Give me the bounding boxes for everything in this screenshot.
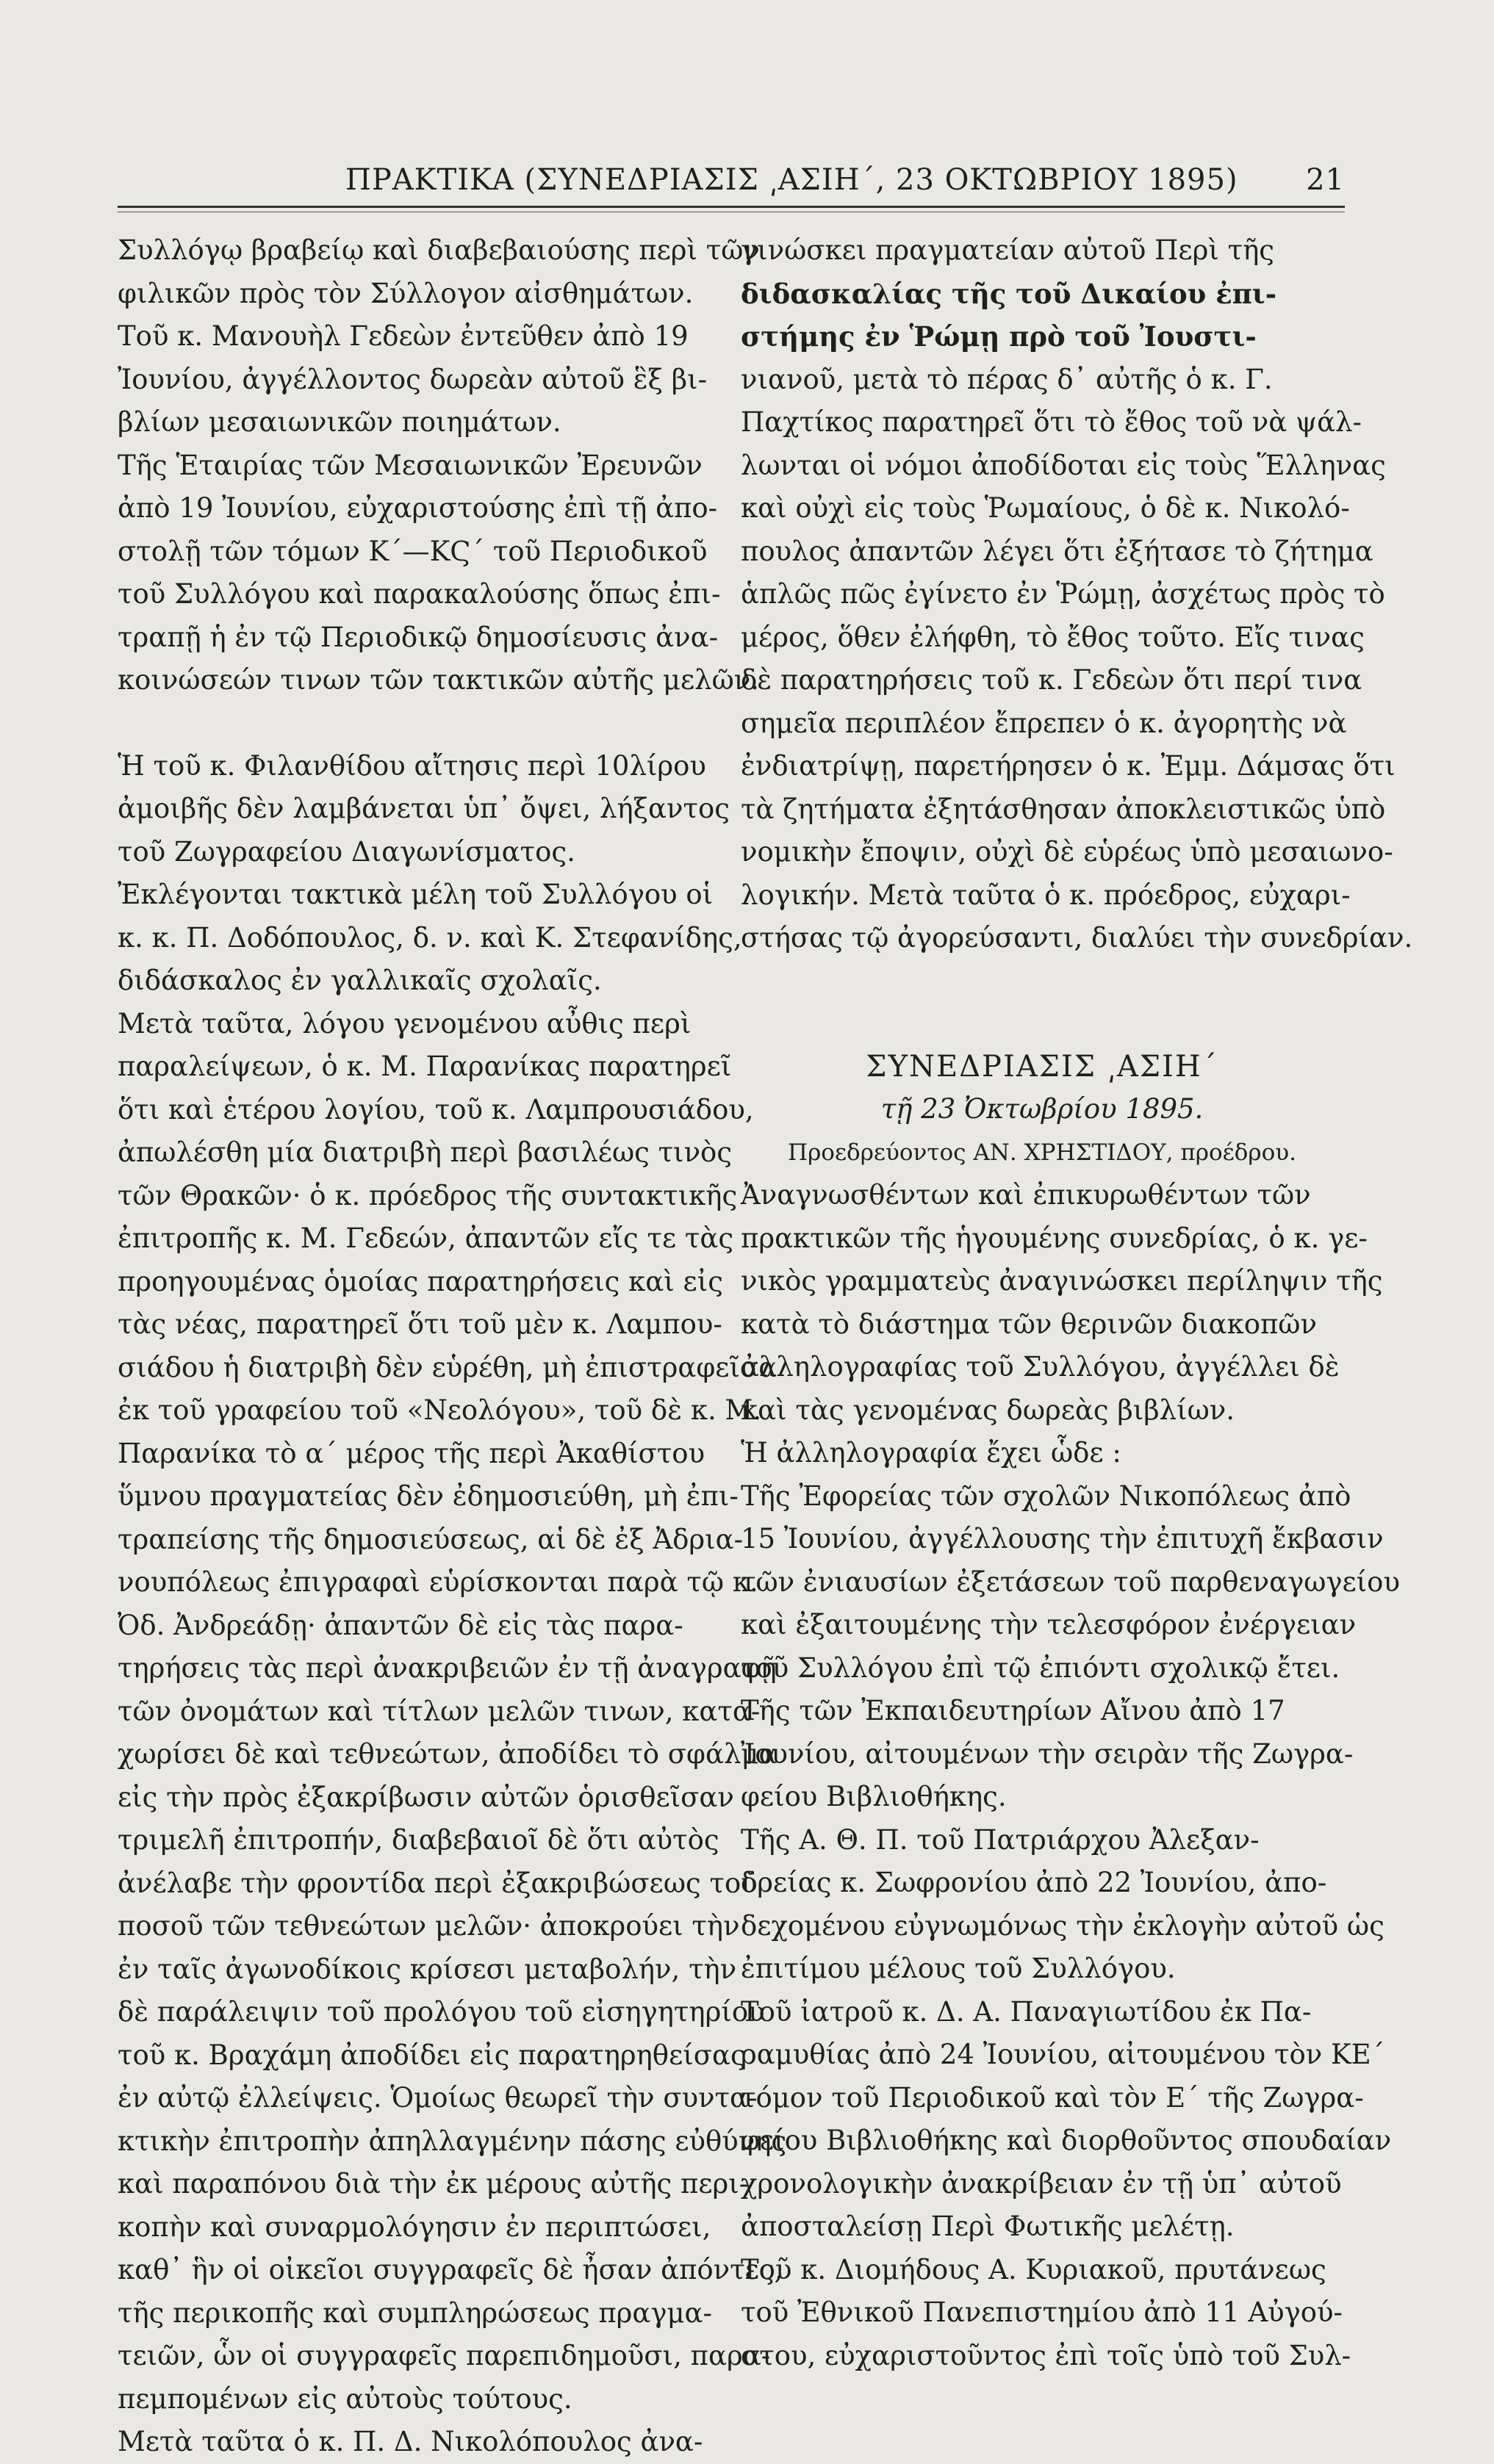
text-line: Ἀναγνωσθέντων καὶ ἐπικυρωθέντων τῶν	[741, 1179, 1311, 1211]
lecture-title-line: διδασκαλίας τῆς τοῦ Δικαίου ἐπι-	[741, 277, 1277, 310]
text-line: Παρανίκα τὸ α΄ μέρος τῆς περὶ Ἀκαθίστου	[118, 1437, 705, 1469]
text-line: νουπόλεως ἐπιγραφαὶ εὑρίσκονται παρὰ τῷ κ.	[118, 1566, 758, 1598]
text-line: ἀποσταλείσῃ Περὶ Φωτικῆς μελέτῃ.	[741, 2211, 1235, 2242]
text-line: τραπείσης τῆς δημοσιεύσεως, αἱ δὲ ἐξ Ἀδρια-	[118, 1523, 744, 1555]
text-line: τειῶν, ὧν οἱ συγγραφεῖς παρεπιδημοῦσι, παρα-	[118, 2340, 771, 2371]
text-line: δεχομένου εὐγνωμόνως τὴν ἐκλογὴν αὐτοῦ ὡς	[741, 1909, 1385, 1942]
text-line: προηγουμένας ὁμοίας παρατηρήσεις καὶ εἰς	[118, 1265, 723, 1297]
text-line: στολῇ τῶν τόμων Κ΄—ΚϚ΄ τοῦ Περιοδικοῦ	[118, 535, 708, 567]
text-line: ἀμοιβῆς δὲν λαμβάνεται ὑπ᾿ ὄψει, λήξαντος	[118, 793, 730, 824]
text-line: στου, εὐχαριστοῦντος ἐπὶ τοῖς ὑπὸ τοῦ Συλ-	[741, 2339, 1351, 2371]
text-line: Μετὰ ταῦτα, λόγου γενομένου αὖθις περὶ	[118, 1007, 692, 1040]
text-line: κοινώσεών τινων τῶν τακτικῶν αὐτῆς μελῶν.	[118, 664, 760, 696]
text-line: τῆς περικοπῆς καὶ συμπληρώσεως πραγμα-	[118, 2297, 713, 2329]
text-line: κτικὴν ἐπιτροπὴν ἀπηλλαγμένην πάσης εὐθύνης	[118, 2125, 787, 2157]
text-line: δρείας κ. Σωφρονίου ἀπὸ 22 Ἰουνίου, ἀπο-	[741, 1867, 1327, 1898]
header-rule-thick	[118, 206, 1345, 208]
text-line: δὲ παράλειψιν τοῦ προλόγου τοῦ εἰσηγητηρίου	[118, 1996, 765, 2028]
text-line: καὶ οὐχὶ εἰς τοὺς Ῥωμαίους, ὁ δὲ κ. Νικολό-	[741, 492, 1350, 524]
text-line: τῶν ὀνομάτων καὶ τίτλων μελῶν τινων, κατα-	[118, 1695, 761, 1727]
presiding-line: Προεδρεύοντος ΑΝ. ΧΡΗΣΤΙΔΟΥ, προέδρου.	[788, 1139, 1296, 1166]
text-line: πρακτικῶν τῆς ἡγουμένης συνεδρίας, ὁ κ. γε-	[741, 1222, 1368, 1254]
text-line: ἁπλῶς πῶς ἐγίνετο ἐν Ῥώμῃ, ἀσχέτως πρὸς τὸ	[741, 578, 1385, 610]
left-column	[118, 229, 787, 2464]
text-line: σιάδου ἡ διατριβὴ δὲν εὑρέθη, μὴ ἐπιστραφεῖσα	[118, 1351, 777, 1383]
text-line: ἐνδιατρίψῃ, παρετήρησεν ὁ κ. Ἐμμ. Δάμσας ὅτι	[741, 750, 1396, 782]
text-line: στήσας τῷ ἀγορεύσαντι, διαλύει τὴν συνεδρίαν.	[741, 922, 1413, 954]
text-line: ἀπὸ 19 Ἰουνίου, εὐχαριστούσης ἐπὶ τῇ ἀπο-	[118, 492, 718, 524]
text-line: βλίων μεσαιωνικῶν ποιημάτων.	[118, 406, 561, 438]
text-line: Ἡ τοῦ κ. Φιλανθίδου αἴτησις περὶ 10λίρου	[118, 749, 706, 782]
paragraph-gap	[118, 702, 720, 745]
text-line: καὶ ἐξαιτουμένης τὴν τελεσφόρον ἐνέργειαν	[741, 1609, 1357, 1640]
text-line: εἰς τὴν πρὸς ἐξακρίβωσιν αὐτῶν ὁρισθεῖσαν	[118, 1781, 734, 1813]
text-line: ἐκ τοῦ γραφείου τοῦ «Νεολόγου», τοῦ δὲ κ. Μ.	[118, 1394, 762, 1426]
text-line: ἐν ταῖς ἀγωνοδίκοις κρίσεσι μεταβολήν, τὴν	[118, 1953, 737, 1985]
text-line: τοῦ κ. Βραχάμη ἀποδίδει εἰς παρατηρηθείσας	[118, 2039, 746, 2071]
text-line: φιλικῶν πρὸς τὸν Σύλλογον αἰσθημάτων.	[118, 277, 694, 309]
right-column	[741, 229, 1413, 2377]
text-line: πουλος ἀπαντῶν λέγει ὅτι ἐξήτασε τὸ ζήτημα	[741, 535, 1373, 567]
text-line: καθ᾿ ἣν οἱ οἰκεῖοι συγγραφεῖς δὲ ἦσαν ἀπόντες,	[118, 2254, 783, 2285]
text-line: Συλλόγῳ βραβείῳ καὶ διαβεβαιούσης περὶ τῶν	[118, 234, 760, 266]
text-line: Τῆς Α. Θ. Π. τοῦ Πατριάρχου Ἀλεξαν-	[741, 1823, 1260, 1856]
text-line: τοῦ Συλλόγου καὶ παρακαλούσης ὅπως ἐπι-	[118, 578, 721, 610]
text-line: κατὰ τὸ διάστημα τῶν θερινῶν διακοπῶν	[741, 1308, 1317, 1340]
text-line: Τῆς Ἐφορείας τῶν σχολῶν Νικοπόλεως ἀπὸ	[741, 1480, 1351, 1512]
text-line: Ἰουνίου, αἰτουμένων τὴν σειρὰν τῆς Ζωγρα-	[741, 1737, 1354, 1770]
text-line: φείου Βιβλιοθήκης.	[741, 1781, 1007, 1812]
text-line: ραμυθίας ἀπὸ 24 Ἰουνίου, αἰτουμένου τὸν ΚΕ΄	[741, 2039, 1385, 2070]
text-line: τραπῇ ἡ ἐν τῷ Περιοδικῷ δημοσίευσις ἀνα-	[118, 621, 719, 653]
running-header	[118, 157, 1345, 201]
text-line: τῶν Θρακῶν· ὁ κ. πρόεδρος τῆς συντακτικῆς	[118, 1179, 738, 1211]
text-line: τριμελῆ ἐπιτροπήν, διαβεβαιοῖ δὲ ὅτι αὐτὸς	[118, 1824, 719, 1856]
section-gap	[741, 1003, 1343, 1045]
text-line: ἐπιτροπῆς κ. Μ. Γεδεών, ἀπαντῶν εἴς τε τὰς	[118, 1222, 734, 1254]
text-line: νομικὴν ἔποψιν, οὐχὶ δὲ εὑρέως ὑπὸ μεσαιωνο-	[741, 836, 1393, 868]
text-line: ὕμνου πραγματείας δὲν ἐδημοσιεύθη, μὴ ἐπι-	[118, 1480, 739, 1512]
text-line: χρονολογικὴν ἀνακρίβειαν ἐν τῇ ὑπ᾿ αὐτοῦ	[741, 2167, 1342, 2200]
text-line: ἀλληλογραφίας τοῦ Συλλόγου, ἀγγέλλει δὲ	[741, 1351, 1340, 1383]
text-line: σημεῖα περιπλέον ἔπρεπεν ὁ κ. ἀγορητὴς νὰ	[741, 707, 1347, 739]
text-line: Ἐκλέγονται τακτικὰ μέλη τοῦ Συλλόγου οἱ	[118, 879, 714, 910]
text-line: κοπὴν καὶ συναρμολόγησιν ἐν περιπτώσει,	[118, 2211, 711, 2243]
header-title: ΠΡΑΚΤΙΚΑ (ΣΥΝΕΔΡΙΑΣΙΣ ͵ΑΣΙΗ΄, 23 ΟΚΤΩΒΡΙΟΥ 1895)	[345, 163, 1238, 197]
text-line: Τῆς Ἑταιρίας τῶν Μεσαιωνικῶν Ἐρευνῶν	[118, 449, 703, 481]
text-line: 15 Ἰουνίου, ἀγγέλλουσης τὴν ἐπιτυχῆ ἔκβασιν	[741, 1523, 1384, 1555]
text-line: Παχτίκος παρατηρεῖ ὅτι τὸ ἔθος τοῦ νὰ ψάλ-	[741, 406, 1362, 438]
text-line: τοῦ Ἐθνικοῦ Πανεπιστημίου ἀπὸ 11 Αὐγού-	[741, 2297, 1343, 2328]
text-line: τῶν ἐνιαυσίων ἐξετάσεων τοῦ παρθεναγωγείου	[741, 1566, 1400, 1598]
text-line: ποσοῦ τῶν τεθνεώτων μελῶν· ἀποκρούει τὴν	[118, 1910, 740, 1942]
text-line: νικὸς γραμματεὺς ἀναγινώσκει περίληψιν τῆς	[741, 1265, 1383, 1297]
correspondence-heading: Ἡ ἀλληλογραφία ἔχει ὧδε :	[741, 1437, 1121, 1469]
text-line: Τοῦ ἰατροῦ κ. Δ. Α. Παναγιωτίδου ἐκ Πα-	[741, 1995, 1312, 2028]
text-line: ἐν αὐτῷ ἐλλείψεις. Ὁμοίως θεωρεῖ τὴν συντα-	[118, 2082, 758, 2114]
text-line: Τοῦ κ. Μανουὴλ Γεδεὼν ἐντεῦθεν ἀπὸ 19	[118, 320, 689, 352]
text-line: καὶ τὰς γενομένας δωρεὰς βιβλίων.	[741, 1394, 1235, 1426]
text-line: ἀπωλέσθη μία διατριβὴ περὶ βασιλέως τινὸς	[118, 1136, 733, 1168]
text-line: μέρος, ὅθεν ἐλήφθη, τὸ ἔθος τοῦτο. Εἴς τινας	[741, 621, 1365, 653]
text-line: τὰ ζητήματα ἐξητάσθησαν ἀποκλειστικῶς ὑπὸ	[741, 793, 1386, 825]
section-heading: ΣΥΝΕΔΡΙΑΣΙΣ ͵ΑΣΙΗ΄	[866, 1049, 1218, 1084]
text-line: πεμπομένων εἰς αὐτοὺς τούτους.	[118, 2382, 572, 2415]
text-line: διδάσκαλος ἐν γαλλικαῖς σχολαῖς.	[118, 965, 602, 996]
text-line: τηρήσεις τὰς περὶ ἀνακριβειῶν ἐν τῇ ἀναγραφῇ	[118, 1652, 777, 1684]
section-gap	[741, 960, 1343, 1003]
text-line: Τοῦ κ. Διομήδους Α. Κυριακοῦ, πρυτάνεως	[741, 2253, 1326, 2285]
text-line: Μετὰ ταῦτα ὁ κ. Π. Δ. Νικολόπουλος ἀνα-	[118, 2426, 703, 2457]
text-line: τοῦ Ζωγραφείου Διαγωνίσματος.	[118, 835, 575, 868]
text-line: τοῦ Συλλόγου ἐπὶ τῷ ἐπιόντι σχολικῷ ἔτει.	[741, 1651, 1340, 1684]
page-number: 21	[1306, 163, 1345, 197]
text-line: γινώσκει πραγματείαν αὐτοῦ Περὶ τῆς	[741, 234, 1274, 266]
text-line: ἀνέλαβε τὴν φροντίδα περὶ ἐξακριβώσεως τοῦ	[118, 1867, 758, 1899]
text-line: ὅτι καὶ ἑτέρου λογίου, τοῦ κ. Λαμπρουσιάδου,	[118, 1093, 754, 1125]
text-line: παραλείψεων, ὁ κ. Μ. Παρανίκας παρατηρεῖ	[118, 1051, 732, 1082]
text-line: Τῆς τῶν Ἐκπαιδευτηρίων Αἴνου ἀπὸ 17	[741, 1695, 1285, 1726]
lecture-title-line: στήμης ἐν Ῥώμῃ πρὸ τοῦ Ἰουστι-	[741, 320, 1257, 353]
text-line: λωνται οἱ νόμοι ἀποδίδοται εἰς τοὺς Ἕλληνας	[741, 449, 1386, 481]
text-line: Ὀδ. Ἀνδρεάδῃ· ἀπαντῶν δὲ εἰς τὰς παρα-	[118, 1609, 683, 1641]
text-line: χωρίσει δὲ καὶ τεθνεώτων, ἀποδίδει τὸ σφάλμα	[118, 1738, 777, 1770]
text-line: Ἰουνίου, ἀγγέλλοντος δωρεὰν αὐτοῦ ἓξ βι-	[118, 363, 708, 395]
text-line: λογικήν. Μετὰ ταῦτα ὁ κ. πρόεδρος, εὐχαρι-	[741, 879, 1351, 911]
text-line: ἐπιτίμου μέλους τοῦ Συλλόγου.	[741, 1953, 1176, 1984]
text-line: φείου Βιβλιοθήκης καὶ διορθοῦντος σπουδαίαν	[741, 2125, 1392, 2156]
text-line: καὶ παραπόνου διὰ τὴν ἐκ μέρους αὐτῆς περι-	[118, 2168, 749, 2200]
text-line: κ. κ. Π. Δοδόπουλος, δ. ν. καὶ Κ. Στεφανίδης,	[118, 921, 742, 954]
text-line: τὰς νέας, παρατηρεῖ ὅτι τοῦ μὲν κ. Λαμπου-	[118, 1308, 722, 1340]
text-line: δὲ παρατηρήσεις τοῦ κ. Γεδεὼν ὅτι περί τινα	[741, 664, 1362, 696]
text-line: νιανοῦ, μετὰ τὸ πέρας δ᾿ αὐτῆς ὁ κ. Γ.	[741, 363, 1273, 395]
text-line: τόμον τοῦ Περιοδικοῦ καὶ τὸν Ε΄ τῆς Ζωγρα-	[741, 2081, 1364, 2114]
section-date: τῇ 23 Ὀκτωβρίου 1895.	[880, 1093, 1204, 1125]
